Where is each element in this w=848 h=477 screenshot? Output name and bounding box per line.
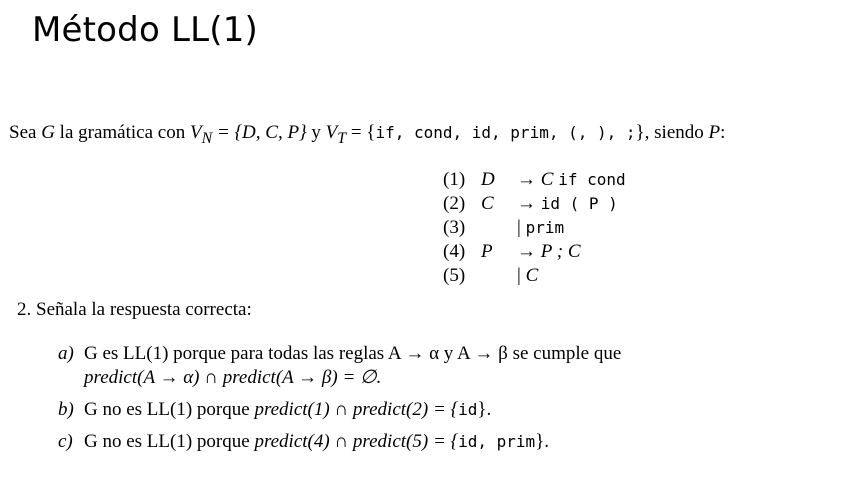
option-expression: predict(4) ∩ predict(5) = { (254, 431, 459, 452)
option-suffix: }. (535, 431, 550, 452)
productions-symbol: P (708, 122, 721, 143)
question-text: Señala la respuesta correcta: (36, 299, 252, 320)
option-text-line (84, 430, 621, 454)
grammar-symbol: G (41, 122, 55, 143)
terminal-set-items: if, cond, id, prim, (, ), ; (375, 123, 636, 142)
rule-arrow: → (517, 241, 536, 262)
option-text-line: predict(A → α) ∩ predict(A → β) = ∅. (84, 367, 382, 388)
rule-alternative-bar: | (517, 217, 521, 238)
option-set-items: id, prim (458, 432, 536, 451)
option-expression: predict(1) ∩ predict(2) = { (254, 399, 459, 420)
intro-colon: : (720, 122, 726, 143)
rule-number: (4) (443, 241, 466, 262)
rule-rhs-symbols: C (525, 265, 539, 286)
grammar-rule (443, 240, 703, 264)
rule-rhs (517, 264, 538, 288)
grammar-intro (9, 122, 725, 148)
option-text-line (84, 398, 621, 422)
terminal-set-symbol: V (325, 122, 338, 143)
rule-arrow: → (517, 193, 536, 214)
rule-alternative-bar: | (517, 265, 521, 286)
option-set-items: id (458, 400, 478, 419)
answer-option-b[interactable] (58, 398, 621, 422)
option-text-line: G es LL(1) porque para todas las reglas A → α y A → β se cumple que (84, 343, 622, 364)
rule-lhs: P (481, 241, 493, 262)
rule-lhs: C (481, 193, 494, 214)
rule-number: (3) (443, 217, 466, 238)
rule-rhs-symbols: C (540, 169, 554, 190)
rule-number: (1) (443, 169, 466, 190)
terminal-set-close: }, (635, 122, 650, 143)
option-prefix: G no es LL(1) porque (84, 399, 250, 420)
nonterminal-set-symbol: V (189, 122, 202, 143)
rule-rhs-terminals: prim (525, 218, 565, 237)
rule-rhs (517, 240, 581, 264)
answer-option-c[interactable] (58, 430, 621, 454)
option-suffix: }. (477, 399, 492, 420)
option-label: b) (58, 399, 74, 420)
nonterminal-set-subscript: N (201, 129, 213, 147)
intro-text-2: la gramática con (59, 122, 186, 143)
grammar-rules (443, 168, 703, 288)
rule-rhs-symbols: P ; C (540, 241, 581, 262)
option-label: a) (58, 343, 74, 364)
question (17, 299, 252, 321)
intro-text-4: siendo (654, 122, 704, 143)
answer-option-a[interactable] (58, 342, 621, 390)
rule-rhs (517, 192, 618, 216)
grammar-rule (443, 192, 703, 216)
terminal-set-open: = { (350, 122, 376, 143)
option-prefix: G no es LL(1) porque (84, 431, 250, 452)
grammar-rule (443, 264, 703, 288)
rule-rhs (517, 216, 564, 240)
slide-title: Método LL(1) (32, 10, 259, 50)
rule-rhs-terminals: id ( P ) (540, 194, 618, 213)
answer-options (58, 342, 621, 454)
intro-text-3: y (311, 122, 321, 143)
rule-number: (2) (443, 193, 466, 214)
rule-rhs-terminals: if cond (558, 170, 626, 189)
rule-number: (5) (443, 265, 466, 286)
rule-lhs: D (481, 169, 495, 190)
grammar-rule (443, 216, 703, 240)
nonterminal-set: = {D, C, P} (216, 122, 307, 143)
grammar-rule (443, 168, 703, 192)
rule-rhs (517, 168, 626, 192)
rule-arrow: → (517, 169, 536, 190)
option-label: c) (58, 431, 73, 452)
terminal-set-subscript: T (337, 129, 347, 147)
question-number: 2. (17, 299, 32, 320)
intro-text-1: Sea (9, 122, 37, 143)
